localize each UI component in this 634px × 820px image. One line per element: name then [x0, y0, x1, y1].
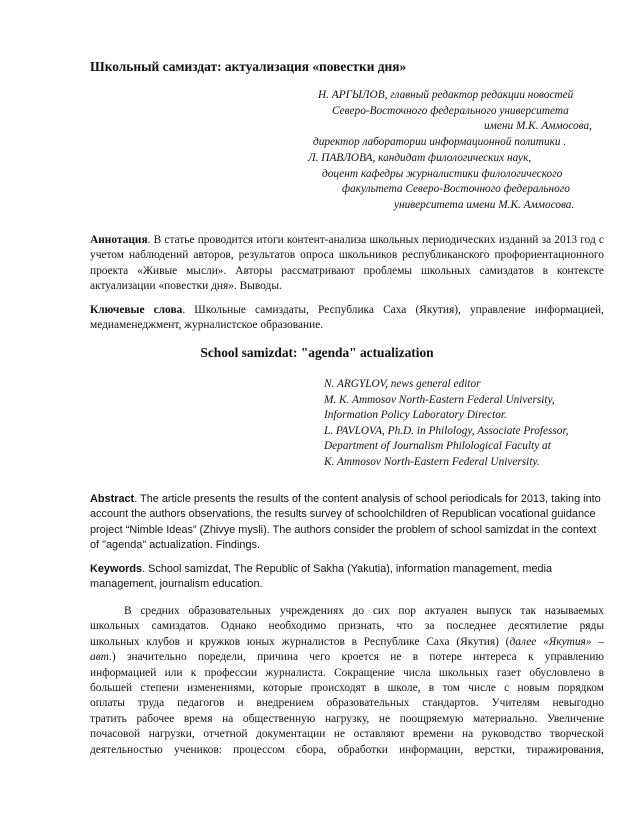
body-line	[90, 635, 604, 650]
keywords-label-en: Keywords	[90, 563, 143, 575]
author-line: Северо-Восточного федерального университета	[332, 104, 569, 117]
body-line: школьных самиздатов. Однако необходимо признать, что за последнее десятилетие ряды	[90, 620, 604, 633]
author-line: имени М.К. Аммосова,	[484, 120, 592, 133]
keywords-en	[90, 562, 604, 593]
authors-block-ru	[308, 88, 604, 214]
author-line: университета имени М.К. Аммосова.	[394, 198, 575, 211]
article-title-en: School samizdat: "agenda" actualization	[200, 345, 434, 360]
keywords-text-en: . School samizdat, The Republic of Sakha (Yakutia), information management, media management, journalism education.	[90, 563, 553, 591]
keywords-label-ru: Ключевые слова	[90, 304, 183, 316]
abstract-label-en: Abstract	[90, 493, 135, 505]
abstract-en	[90, 492, 604, 553]
body-text-span: ) значительно поредели, причина чего кроется не в потере интереса к управлению	[111, 651, 604, 664]
body-line: тратить рабочее время на общественную нагрузку, не поощряемую материально. Увеличение	[90, 712, 604, 725]
author-line: Information Policy Laboratory Director.	[324, 409, 507, 422]
body-line	[90, 650, 604, 665]
abstract-ru	[90, 233, 604, 295]
article-title-ru: Школьный самиздат: актуализация «повестки дня»	[90, 59, 407, 74]
body-line: В средних образовательных учреждениях до сих пор актуален выпуск так называемых	[124, 605, 604, 617]
author-line: Л. ПАВЛОВА, кандидат филологических наук,	[308, 151, 532, 164]
body-italic-note: далее «Якутия» –	[509, 635, 604, 648]
abstract-text-ru: . В статье проводится итоги контент-анализа школьных периодических изданий за 2013 год с учетом наблюдений авторов, результатов опроса школьников республиканского профориентационного проекта «Живые мысли». Авторы рассматривают проблемы школьных самиздатов в контексте актуализации «повестки дня». Выводы.	[90, 234, 604, 293]
author-line: K. Ammosov North-Eastern Federal University.	[324, 455, 540, 468]
body-italic-note: авт.	[90, 651, 112, 664]
author-line: N. ARGYLOV, news general editor	[324, 378, 481, 390]
author-line: Н. АРГЫЛОВ, главный редактор редакции новостей	[318, 89, 574, 101]
body-paragraph	[90, 604, 604, 758]
author-line: Department of Journalism Philological Faculty at	[324, 440, 551, 453]
abstract-label-ru: Аннотация	[90, 234, 148, 246]
keywords-ru	[90, 303, 604, 334]
author-line: директор лаборатории информационной политики .	[313, 136, 567, 149]
body-line: оплаты труда педагогов и внедрением образовательных стандартов. Учителям невыгодно	[90, 697, 604, 710]
author-line: L. PAVLOVA, Ph.D. in Philology, Associate Professor,	[324, 424, 569, 437]
body-line: информацией или к профессии журналиста. Сокращение числа школьных газет обусловлено в	[90, 666, 604, 679]
authors-block-en	[324, 377, 614, 471]
abstract-text-en: . The article presents the results of the content analysis of school periodicals for 2013, taking into account the authors observations, the results survey of schoolchildren of Republican vocational guidance project “Nimble Ideas” (Zhivye mysli). The authors consider the problem of school samizdat in the context of "agenda" actualization. Findings.	[90, 493, 601, 551]
author-line: факультета Северо-Восточного федерального	[342, 183, 570, 196]
body-text-span: школьных клубов и кружков юных журналистов в Республике Саха (Якутия) (	[90, 635, 510, 648]
body-line: деятельностью учеников: процессом сбора, обработки информации, верстки, тиражирования,	[90, 743, 604, 756]
author-line: M. K. Ammosov North-Eastern Federal University,	[324, 393, 555, 406]
author-line: доцент кафедры журналистики филологического	[322, 167, 563, 180]
body-line: почасовой нагрузки, отчетной документации не оставляют времени на руководство творческой	[90, 728, 604, 741]
keywords-text-ru: . Школьные самиздаты, Республика Саха (Якутия), управление информацией, медиаменеджмент, журналистское образование.	[90, 304, 604, 332]
body-line: большей степени изменениями, которые происходят в школе, в том числе с новым порядком	[90, 682, 604, 695]
